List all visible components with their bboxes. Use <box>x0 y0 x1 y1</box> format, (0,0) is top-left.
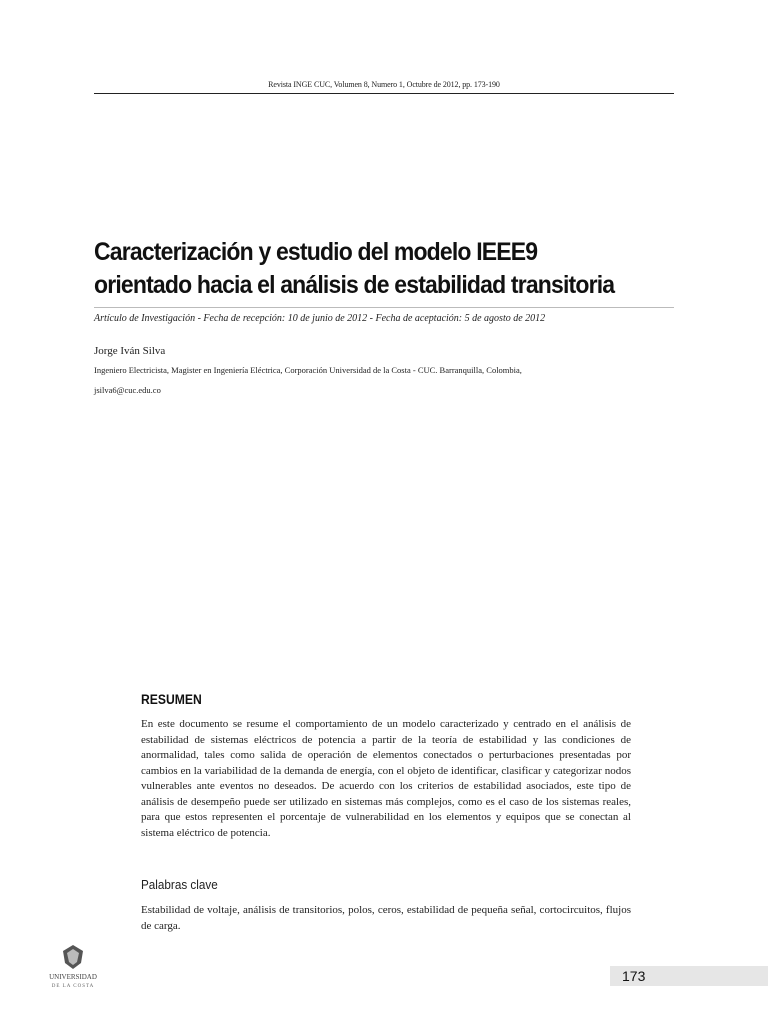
title-line-1: Caracterización y estudio del modelo IEEE9 <box>94 238 538 266</box>
running-head: Revista INGE CUC, Volumen 8, Numero 1, Octubre de 2012, pp. 173-190 <box>268 80 500 89</box>
article-meta: Artículo de Investigación - Fecha de recepción: 10 de junio de 2012 - Fecha de aceptación: 5 de agosto de 2012 <box>94 313 546 324</box>
abstract-heading: RESUMEN <box>141 692 202 707</box>
author-email[interactable]: jsilva6@cuc.edu.co <box>94 385 161 395</box>
title-line-2: orientado hacia el análisis de estabilidad transitoria <box>94 271 615 299</box>
keywords-heading: Palabras clave <box>141 877 218 892</box>
author-affiliation: Ingeniero Electricista, Magister en Ingeniería Eléctrica, Corporación Universidad de la Costa - CUC. Barranquilla, Colombia, <box>94 365 522 375</box>
logo-text-line-1: UNIVERSIDAD <box>49 973 97 981</box>
article-title <box>94 236 664 302</box>
logo-text-line-2: DE LA COSTA <box>51 984 95 989</box>
author-name: Jorge Iván Silva <box>94 345 166 357</box>
abstract-body: En este documento se resume el comportamiento de un modelo caracterizado y centrado en el análisis de estabilidad de sistemas eléctricos de potencia a partir de la teoría de estabilidad y las condiciones de anormalidad, tales como salida de operación de elementos conectados o perturbaciones presentadas por cambios en la variabilidad de la demanda de energía, con el objeto de identificar, clasificar y categorizar nodos vulnerables ante eventos no deseados. De acuerdo con los criterios de estabilidad asociados, este tipo de análisis de desempeño puede ser utilizado en sistemas más complejos, como es el caso de los sistemas reales, para que estos representen el porcentaje de vulnerabilidad en los elementos y equipos que se conectan al sistema eléctrico de potencia. <box>141 718 631 839</box>
page-number: 173 <box>622 968 646 984</box>
keywords-body: Estabilidad de voltaje, análisis de transitorios, polos, ceros, estabilidad de pequeña señal, cortocircuitos, flujos de carga. <box>141 904 631 932</box>
header-rule <box>94 93 674 94</box>
title-rule <box>94 307 674 308</box>
university-logo-icon <box>44 943 102 993</box>
